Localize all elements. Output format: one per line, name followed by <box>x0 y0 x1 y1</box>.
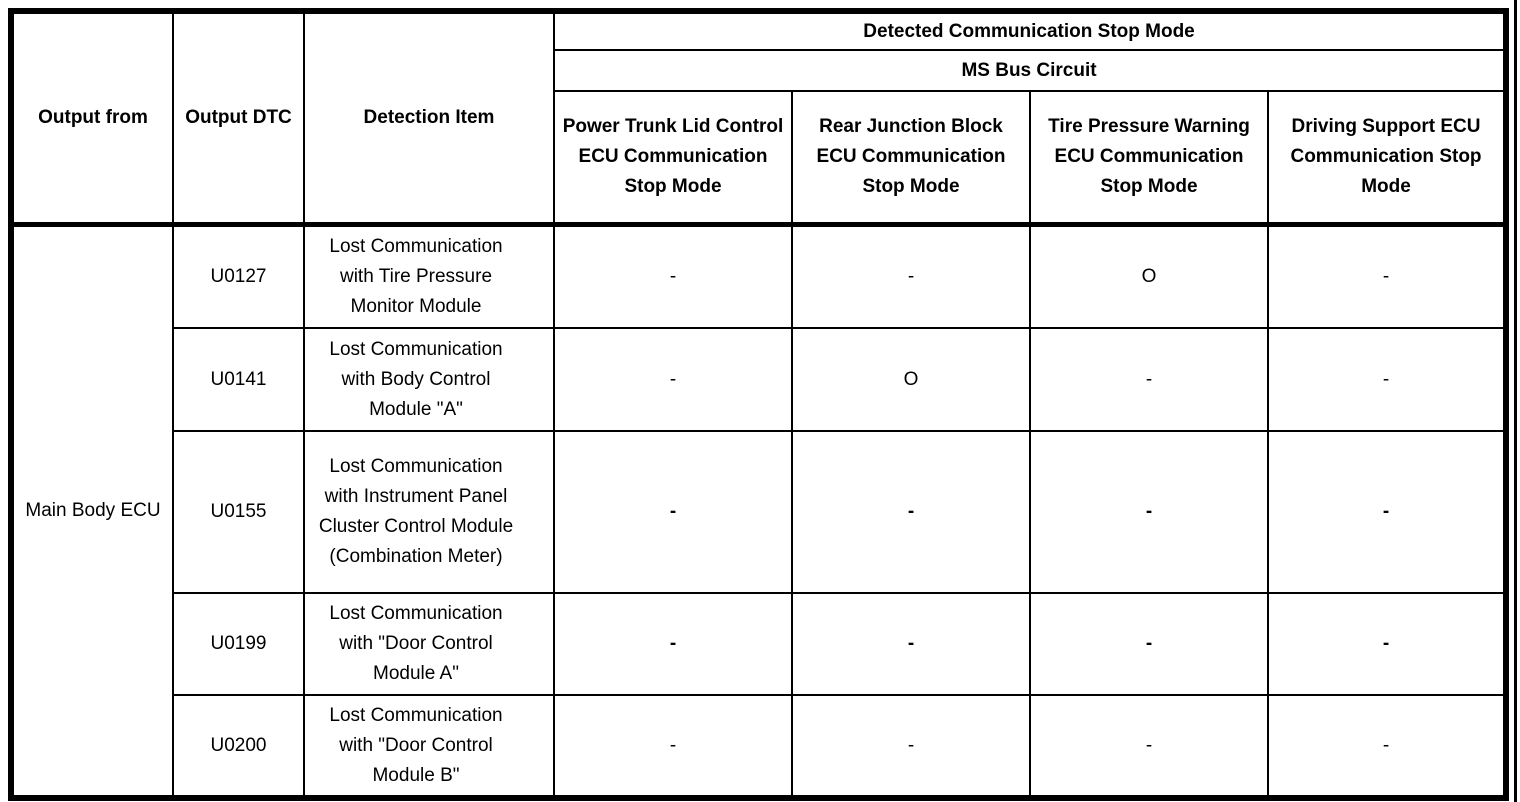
dtc-detection-table <box>8 8 1509 801</box>
detection-item-cell: Lost Communication with "Door Control Module B" <box>304 695 554 798</box>
detection-item-cell: Lost Communication with "Door Control Module A" <box>304 593 554 695</box>
status-cell: - <box>1268 328 1506 431</box>
status-cell: - <box>792 224 1030 328</box>
status-cell: - <box>792 431 1030 593</box>
status-cell: - <box>1030 695 1268 798</box>
column-header-detection-item: Detection Item <box>304 11 554 224</box>
table-row <box>11 328 1506 431</box>
dtc-cell: U0127 <box>173 224 304 328</box>
status-cell: - <box>1268 431 1506 593</box>
dtc-cell: U0155 <box>173 431 304 593</box>
status-cell: - <box>1030 328 1268 431</box>
status-cell: - <box>554 695 792 798</box>
column-header-rear-junction-block: Rear Junction Block ECU Communication Stop Mode <box>792 91 1030 224</box>
detection-item-cell: Lost Communication with Tire Pressure Monitor Module <box>304 224 554 328</box>
column-header-driving-support: Driving Support ECU Communication Stop Mode <box>1268 91 1506 224</box>
status-cell: - <box>554 328 792 431</box>
status-cell: O <box>792 328 1030 431</box>
output-from-cell: Main Body ECU <box>11 224 173 798</box>
detection-item-cell: Lost Communication with Body Control Module "A" <box>304 328 554 431</box>
column-header-power-trunk-lid: Power Trunk Lid Control ECU Communication Stop Mode <box>554 91 792 224</box>
status-cell: - <box>554 593 792 695</box>
table-row <box>11 224 1506 328</box>
table-row <box>11 695 1506 798</box>
header-row-group <box>11 11 1506 50</box>
status-cell: O <box>1030 224 1268 328</box>
status-cell: - <box>1030 431 1268 593</box>
column-header-output-dtc: Output DTC <box>173 11 304 224</box>
column-header-tire-pressure-warning: Tire Pressure Warning ECU Communication Stop Mode <box>1030 91 1268 224</box>
dtc-cell: U0200 <box>173 695 304 798</box>
status-cell: - <box>1268 593 1506 695</box>
subgroup-header-ms-bus-circuit: MS Bus Circuit <box>554 50 1506 91</box>
dtc-cell: U0141 <box>173 328 304 431</box>
group-header-detected-communication-stop-mode: Detected Communication Stop Mode <box>554 11 1506 50</box>
status-cell: - <box>792 593 1030 695</box>
column-header-output-from: Output from <box>11 11 173 224</box>
status-cell: - <box>1030 593 1268 695</box>
status-cell: - <box>792 695 1030 798</box>
status-cell: - <box>554 224 792 328</box>
status-cell: - <box>1268 695 1506 798</box>
table-body <box>11 224 1506 798</box>
dtc-cell: U0199 <box>173 593 304 695</box>
table-header <box>11 11 1506 224</box>
table-row <box>11 431 1506 593</box>
page-edge-line <box>1514 0 1517 802</box>
status-cell: - <box>554 431 792 593</box>
table-row <box>11 593 1506 695</box>
detection-item-cell: Lost Communication with Instrument Panel Cluster Control Module (Combination Meter) <box>304 431 554 593</box>
status-cell: - <box>1268 224 1506 328</box>
